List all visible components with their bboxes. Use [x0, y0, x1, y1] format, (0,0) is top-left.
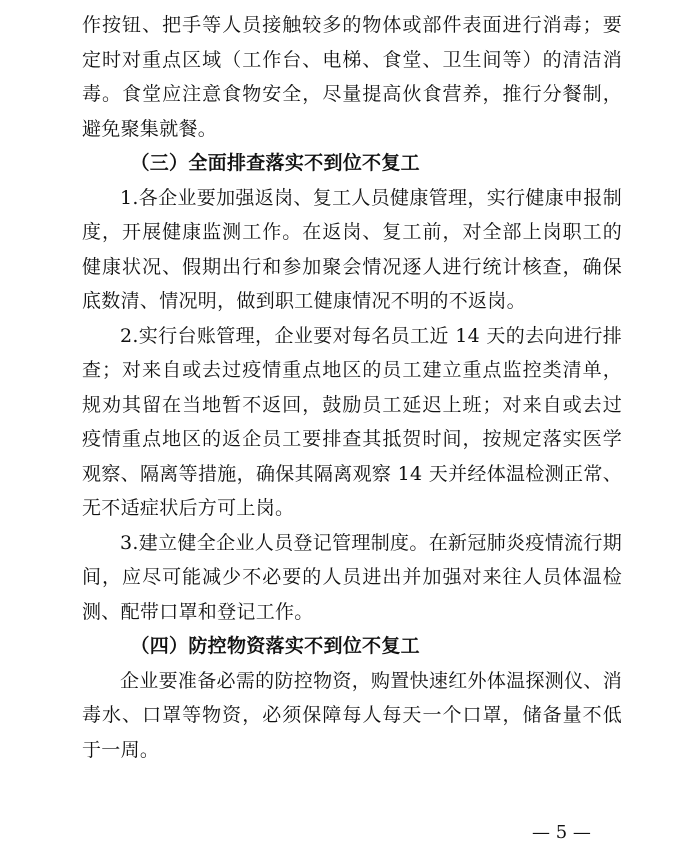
- paragraph-item-1: 1.各企业要加强返岗、复工人员健康管理，实行健康申报制度，开展健康监测工作。在返岗、复工前，对全部上岗职工的健康状况、假期出行和参加聚会情况逐人进行统计核查，确保底数清、情况明，做到职工健康情况不明的不返岗。: [82, 186, 622, 312]
- paragraph-supplies: 企业要准备必需的防控物资，购置快速红外体温探测仪、消毒水、口罩等物资，必须保障每人每天一个口罩，储备量不低于一周。: [82, 669, 622, 761]
- paragraph-continued: 作按钮、把手等人员接触较多的物体或部件表面进行消毒；要定时对重点区域（工作台、电梯、食堂、卫生间等）的清洁消毒。食堂应注意食物安全，尽量提高伙食营养，推行分餐制，避免聚集就餐。: [82, 14, 622, 140]
- page-number: — 5 —: [532, 822, 591, 843]
- paragraph-item-3: 3.建立健全企业人员登记管理制度。在新冠肺炎疫情流行期间，应尽可能减少不必要的人员进出并加强对来往人员体温检测、配带口罩和登记工作。: [82, 531, 622, 623]
- section-heading-3: （三）全面排查落实不到位不复工: [130, 152, 420, 174]
- section-heading-4: （四）防控物资落实不到位不复工: [130, 635, 420, 657]
- document-body: [82, 8, 622, 767]
- paragraph-item-2: 2.实行台账管理，企业要对每名员工近 14 天的去向进行排查；对来自或去过疫情重点地区的员工建立重点监控类清单，规劝其留在当地暂不返回，鼓励员工延迟上班；对来自或去过疫情重点地区的返企员工要排查其抵贺时间，按规定落实医学观察、隔离等措施，确保其隔离观察 14 天并经体温检测正常、无不适症状后方可上岗。: [82, 324, 622, 519]
